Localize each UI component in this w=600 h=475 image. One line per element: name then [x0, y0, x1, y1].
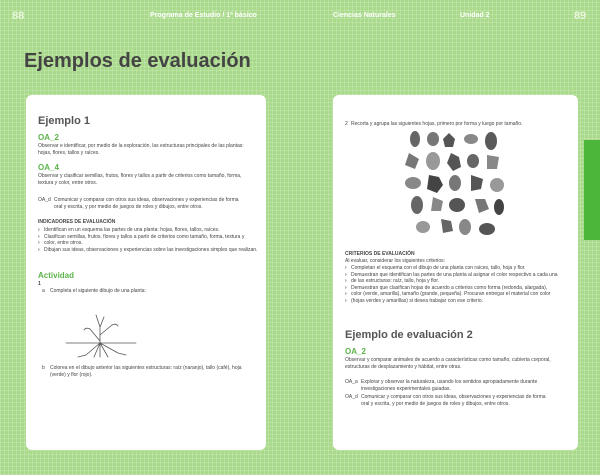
- left-panel: [26, 95, 266, 450]
- header-subject: Ciencias Naturales: [333, 12, 396, 19]
- oa-4-code: OA_4: [38, 163, 59, 172]
- item-2-text: Recorta y agrupa las siguientes hojas, primero por forma y luego por tamaño.: [351, 121, 523, 127]
- criteria-intro: Al evaluar, considerar los siguientes criterios:: [345, 258, 446, 264]
- text-line: Comunicar y comparar con otros sus ideas, observaciones y experiencias de forma: [54, 197, 239, 203]
- indicator-item: › Identifican en un esquema las partes de una planta: hojas, flores, tallos, raíces.: [38, 227, 263, 234]
- activity-item-b: [42, 365, 262, 378]
- text-line: Observar y comparar animales de acuerdo a características como tamaño, cubierta corporal,: [345, 357, 551, 363]
- indicator-item-cont: › color, entre otros.: [38, 240, 263, 247]
- text-line: Comunicar y comparar con otros sus ideas, observaciones y experiencias de forma: [361, 394, 546, 400]
- indicator-item: › Dibujan sus ideas, observaciones y experiencias sobre las investigaciones simples que realizan.: [38, 247, 263, 254]
- text-line: textura y color, entre otros.: [38, 180, 98, 186]
- page-title: Ejemplos de evaluación: [24, 50, 251, 72]
- text-line: (verde) y flor (rojo).: [50, 371, 93, 378]
- leaves-illustration: [403, 131, 513, 241]
- text-line: Observar y clasificar semillas, frutos, flores y tallos a partir de criterios como tamaño, forma,: [38, 173, 242, 179]
- page-number-right: 89: [574, 10, 587, 22]
- indicator-item: › Clasifican semillas, frutos, flores y tallos a partir de criterios como tamaño, forma, textura y: [38, 234, 263, 241]
- oa-2-description: [38, 143, 263, 157]
- criteria-title: CRITERIOS DE EVALUACIÓN: [345, 251, 415, 257]
- criteria-item: › Completan el esquema con el dibujo de una planta con raíces, tallo, hoja y flor.: [345, 265, 573, 272]
- text-line: Colorea en el dibujo anterior las siguientes estructuras: raíz (naranjo), tallo (café), hoja: [50, 365, 242, 371]
- text-line: Explorar y observar la naturaleza, usando los sentidos apropiadamente durante: [361, 379, 538, 385]
- oa-a-key: OA_a: [345, 379, 358, 385]
- activity-item-2: [345, 121, 570, 128]
- oa-d-block: [38, 197, 263, 210]
- oa-d-key: OA_d: [345, 394, 358, 400]
- activity-item-a: [42, 288, 146, 295]
- side-tab: [584, 140, 600, 240]
- item-a-text: Completa el siguiente dibujo de una planta:: [50, 288, 146, 294]
- header-unit: Unidad 2: [460, 12, 490, 19]
- oa-2-description: [345, 357, 573, 371]
- oa-d-key: OA_d: [38, 197, 51, 203]
- indicators-list: [38, 227, 263, 253]
- item-key: a: [42, 288, 45, 294]
- item-key: 2: [345, 121, 348, 127]
- text-line: estructuras de desplazamiento y hábitat, entre otras.: [345, 364, 462, 370]
- right-panel: [333, 95, 578, 450]
- indicators-title: INDICADORES DE EVALUACIÓN: [38, 219, 116, 225]
- text-line: oral y escrita, y por medio de juegos de roles y dibujos, entre otros.: [54, 203, 203, 210]
- activity-number: 1: [38, 281, 41, 287]
- page-number-left: 88: [12, 10, 25, 22]
- criteria-item: › Demuestran que identifican las partes de una planta al asignar el color respectivo a cada una: [345, 272, 573, 279]
- criteria-list: [345, 265, 573, 304]
- header-program: Programa de Estudio / 1º básico: [150, 12, 257, 19]
- activity-title: Actividad: [38, 271, 75, 280]
- text-line: hojas, flores, tallos y raíces.: [38, 150, 100, 156]
- criteria-item-cont: › color (verde, amarilla), tamaño (grande, pequeña). Procuran entregar el material con color: [345, 291, 573, 298]
- text-line: investigaciones experimentales guiadas.: [361, 385, 451, 392]
- oa-2-code: OA_2: [38, 133, 59, 142]
- criteria-item: › Demuestran que clasifican hojas de acuerdo a criterios como forma (redonda, alargada),: [345, 285, 573, 292]
- oa-d-block: [345, 394, 573, 407]
- oa-a-block: [345, 379, 573, 392]
- oa-4-description: [38, 173, 263, 187]
- plant-sketch: [56, 297, 146, 359]
- criteria-item-cont: › (hojas verdes y amarillas) si desea trabajar con ese criterio.: [345, 298, 573, 305]
- criteria-item-cont: › de las estructuras: raíz, tallo, hoja y flor.: [345, 278, 573, 285]
- oa-2-code: OA_2: [345, 347, 366, 356]
- item-key: b: [42, 365, 45, 371]
- example-1-title: Ejemplo 1: [38, 115, 90, 127]
- text-line: Observar e identificar, por medio de la exploración, las estructuras principales de las plantas:: [38, 143, 244, 149]
- text-line: oral y escrita, y por medio de juegos de roles y dibujos, entre otros.: [361, 400, 510, 407]
- example-2-title: Ejemplo de evaluación 2: [345, 329, 473, 341]
